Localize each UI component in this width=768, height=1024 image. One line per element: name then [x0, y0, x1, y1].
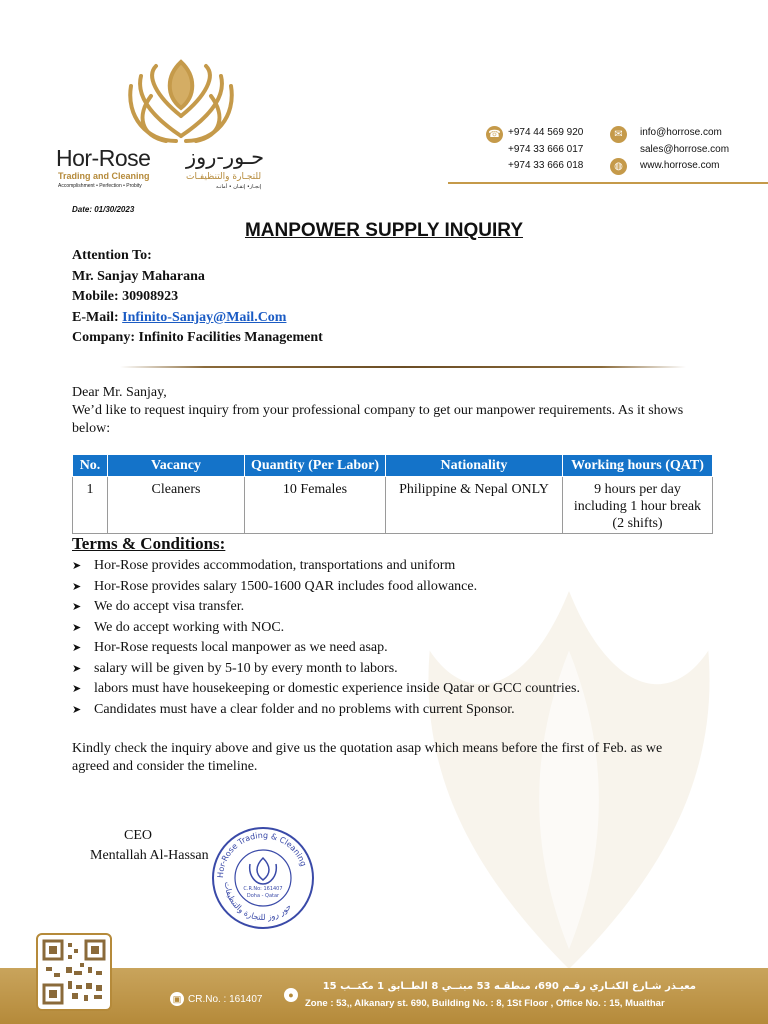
arrow-bullet-icon: ➤ [72, 703, 82, 716]
recipient-mobile: Mobile: 30908923 [72, 289, 179, 304]
website-link[interactable]: www.horrose.com [640, 160, 720, 171]
greeting: Dear Mr. Sanjay, [72, 385, 167, 400]
col-nationality: Nationality [386, 455, 563, 477]
header-divider [448, 182, 768, 184]
signature-name: Mentallah Al-Hassan [90, 848, 209, 863]
location-pin-icon: ● [284, 988, 298, 1002]
section-divider [120, 366, 686, 368]
cell-no: 1 [73, 477, 108, 534]
list-item: ➤ Hor-Rose requests local manpower as we need asap. [72, 638, 580, 659]
phone-2: +974 33 666 017 [508, 144, 584, 155]
footer-address-arabic: معيـذر شـارع الكنـاري رقـم 690، منطقـه 53 مبنــي 8 الطــابق 1 مكتــب 15 [322, 981, 696, 992]
arrow-bullet-icon: ➤ [72, 601, 82, 613]
phone-icon: ☎ [486, 126, 503, 143]
cell-vacancy: Cleaners [108, 477, 245, 534]
footer-crno: CR.No. : 161407 [188, 994, 263, 1005]
brand-subtitle-arabic: للتجـارة والتنظيفـات [186, 172, 262, 182]
intro-paragraph: We’d like to request inquiry from your professional company to get our manpower requirements. As it shows below: [72, 403, 684, 436]
letter-date: Date: 01/30/2023 [72, 205, 135, 214]
qr-code-icon[interactable] [36, 933, 112, 1011]
brand-subtitle: Trading and Cleaning [58, 171, 150, 181]
stamp-text: Hor-Rose Trading & Cleaning [215, 830, 309, 879]
footer-bar [0, 968, 768, 1024]
footer-address: Zone : 53,, Alkanary st. 690, Building No. : 8, 1St Floor , Office No. : 15, Muaithar [305, 998, 665, 1009]
col-no: No. [73, 455, 108, 477]
cell-quantity: 10 Females [245, 477, 386, 534]
cr-document-icon: ▣ [170, 992, 184, 1006]
list-item: ➤ Hor-Rose provides accommodation, transportations and uniform [72, 556, 580, 577]
brand-name-arabic: حـور-روز [186, 145, 265, 169]
stamp-city: Doha - Qatar [246, 893, 280, 899]
recipient-email-link[interactable]: Infinito-Sanjay@Mail.Com [122, 309, 287, 325]
terms-heading: Terms & Conditions: [72, 534, 226, 553]
cell-working-hours: 9 hours per day including 1 hour break (2 shifts) [563, 477, 713, 534]
list-item: ➤ salary will be given by 5-10 by every month to labors. [72, 659, 580, 680]
list-item: ➤ We do accept visa transfer. [72, 597, 580, 618]
company-stamp-icon [210, 800, 316, 930]
signature-role: CEO [124, 828, 152, 843]
list-item: ➤ Candidates must have a clear folder and no problems with current Sponsor. [72, 700, 580, 721]
attention-label: Attention To: [72, 248, 152, 263]
phone-1: +974 44 569 920 [508, 127, 584, 138]
list-item: ➤ We do accept working with NOC. [72, 618, 580, 639]
col-vacancy: Vacancy [108, 455, 245, 477]
list-item: ➤ labors must have housekeeping or domestic experience inside Qatar or GCC countries. [72, 679, 580, 700]
recipient-email: E-Mail: Infinito-Sanjay@Mail.Com [72, 309, 287, 325]
list-item: ➤ Hor-Rose provides salary 1500-1600 QAR includes food allowance. [72, 577, 580, 598]
table-header-row [73, 455, 713, 477]
brand-wordmark [56, 145, 265, 190]
arrow-bullet-icon: ➤ [72, 642, 82, 654]
stamp-crno: C.R.No: 161407 [243, 886, 283, 892]
brand-tagline-arabic: إنجـاز• إتقـان • أمانـه [216, 184, 262, 190]
letter-title: MANPOWER SUPPLY INQUIRY [244, 220, 523, 241]
terms-list [72, 556, 580, 720]
arrow-bullet-icon: ➤ [72, 580, 82, 593]
email-sales[interactable]: sales@horrose.com [640, 144, 730, 155]
contact-block [486, 124, 768, 180]
globe-icon: ◍ [610, 158, 627, 175]
cell-nationality: Philippine & Nepal ONLY [386, 477, 563, 534]
table-row [73, 477, 713, 534]
phone-3: +974 33 666 018 [508, 160, 584, 171]
mail-icon: ✉ [610, 126, 627, 143]
arrow-bullet-icon: ➤ [72, 683, 82, 695]
recipient-name: Mr. Sanjay Maharana [72, 268, 205, 284]
brand-name: Hor-Rose [56, 145, 151, 171]
stamp-text-arabic: حور روز للتجارة والتنظيفات [222, 881, 294, 923]
recipient-company: Company: Infinito Facilities Management [72, 330, 323, 345]
arrow-bullet-icon: ➤ [72, 621, 82, 634]
recipient-block [72, 246, 323, 349]
arrow-bullet-icon: ➤ [72, 662, 82, 675]
brand-tagline: Accomplishment • Perfection • Probity [58, 183, 142, 189]
arrow-bullet-icon: ➤ [72, 560, 82, 572]
email-info[interactable]: info@horrose.com [640, 127, 722, 138]
closing-paragraph: Kindly check the inquiry above and give us the quotation asap which means before the first of Feb. as we agreed and consider the timeline. [72, 741, 663, 774]
col-working-hours: Working hours (QAT) [563, 455, 713, 477]
col-quantity: Quantity (Per Labor) [245, 455, 386, 477]
requirements-table [72, 454, 713, 534]
